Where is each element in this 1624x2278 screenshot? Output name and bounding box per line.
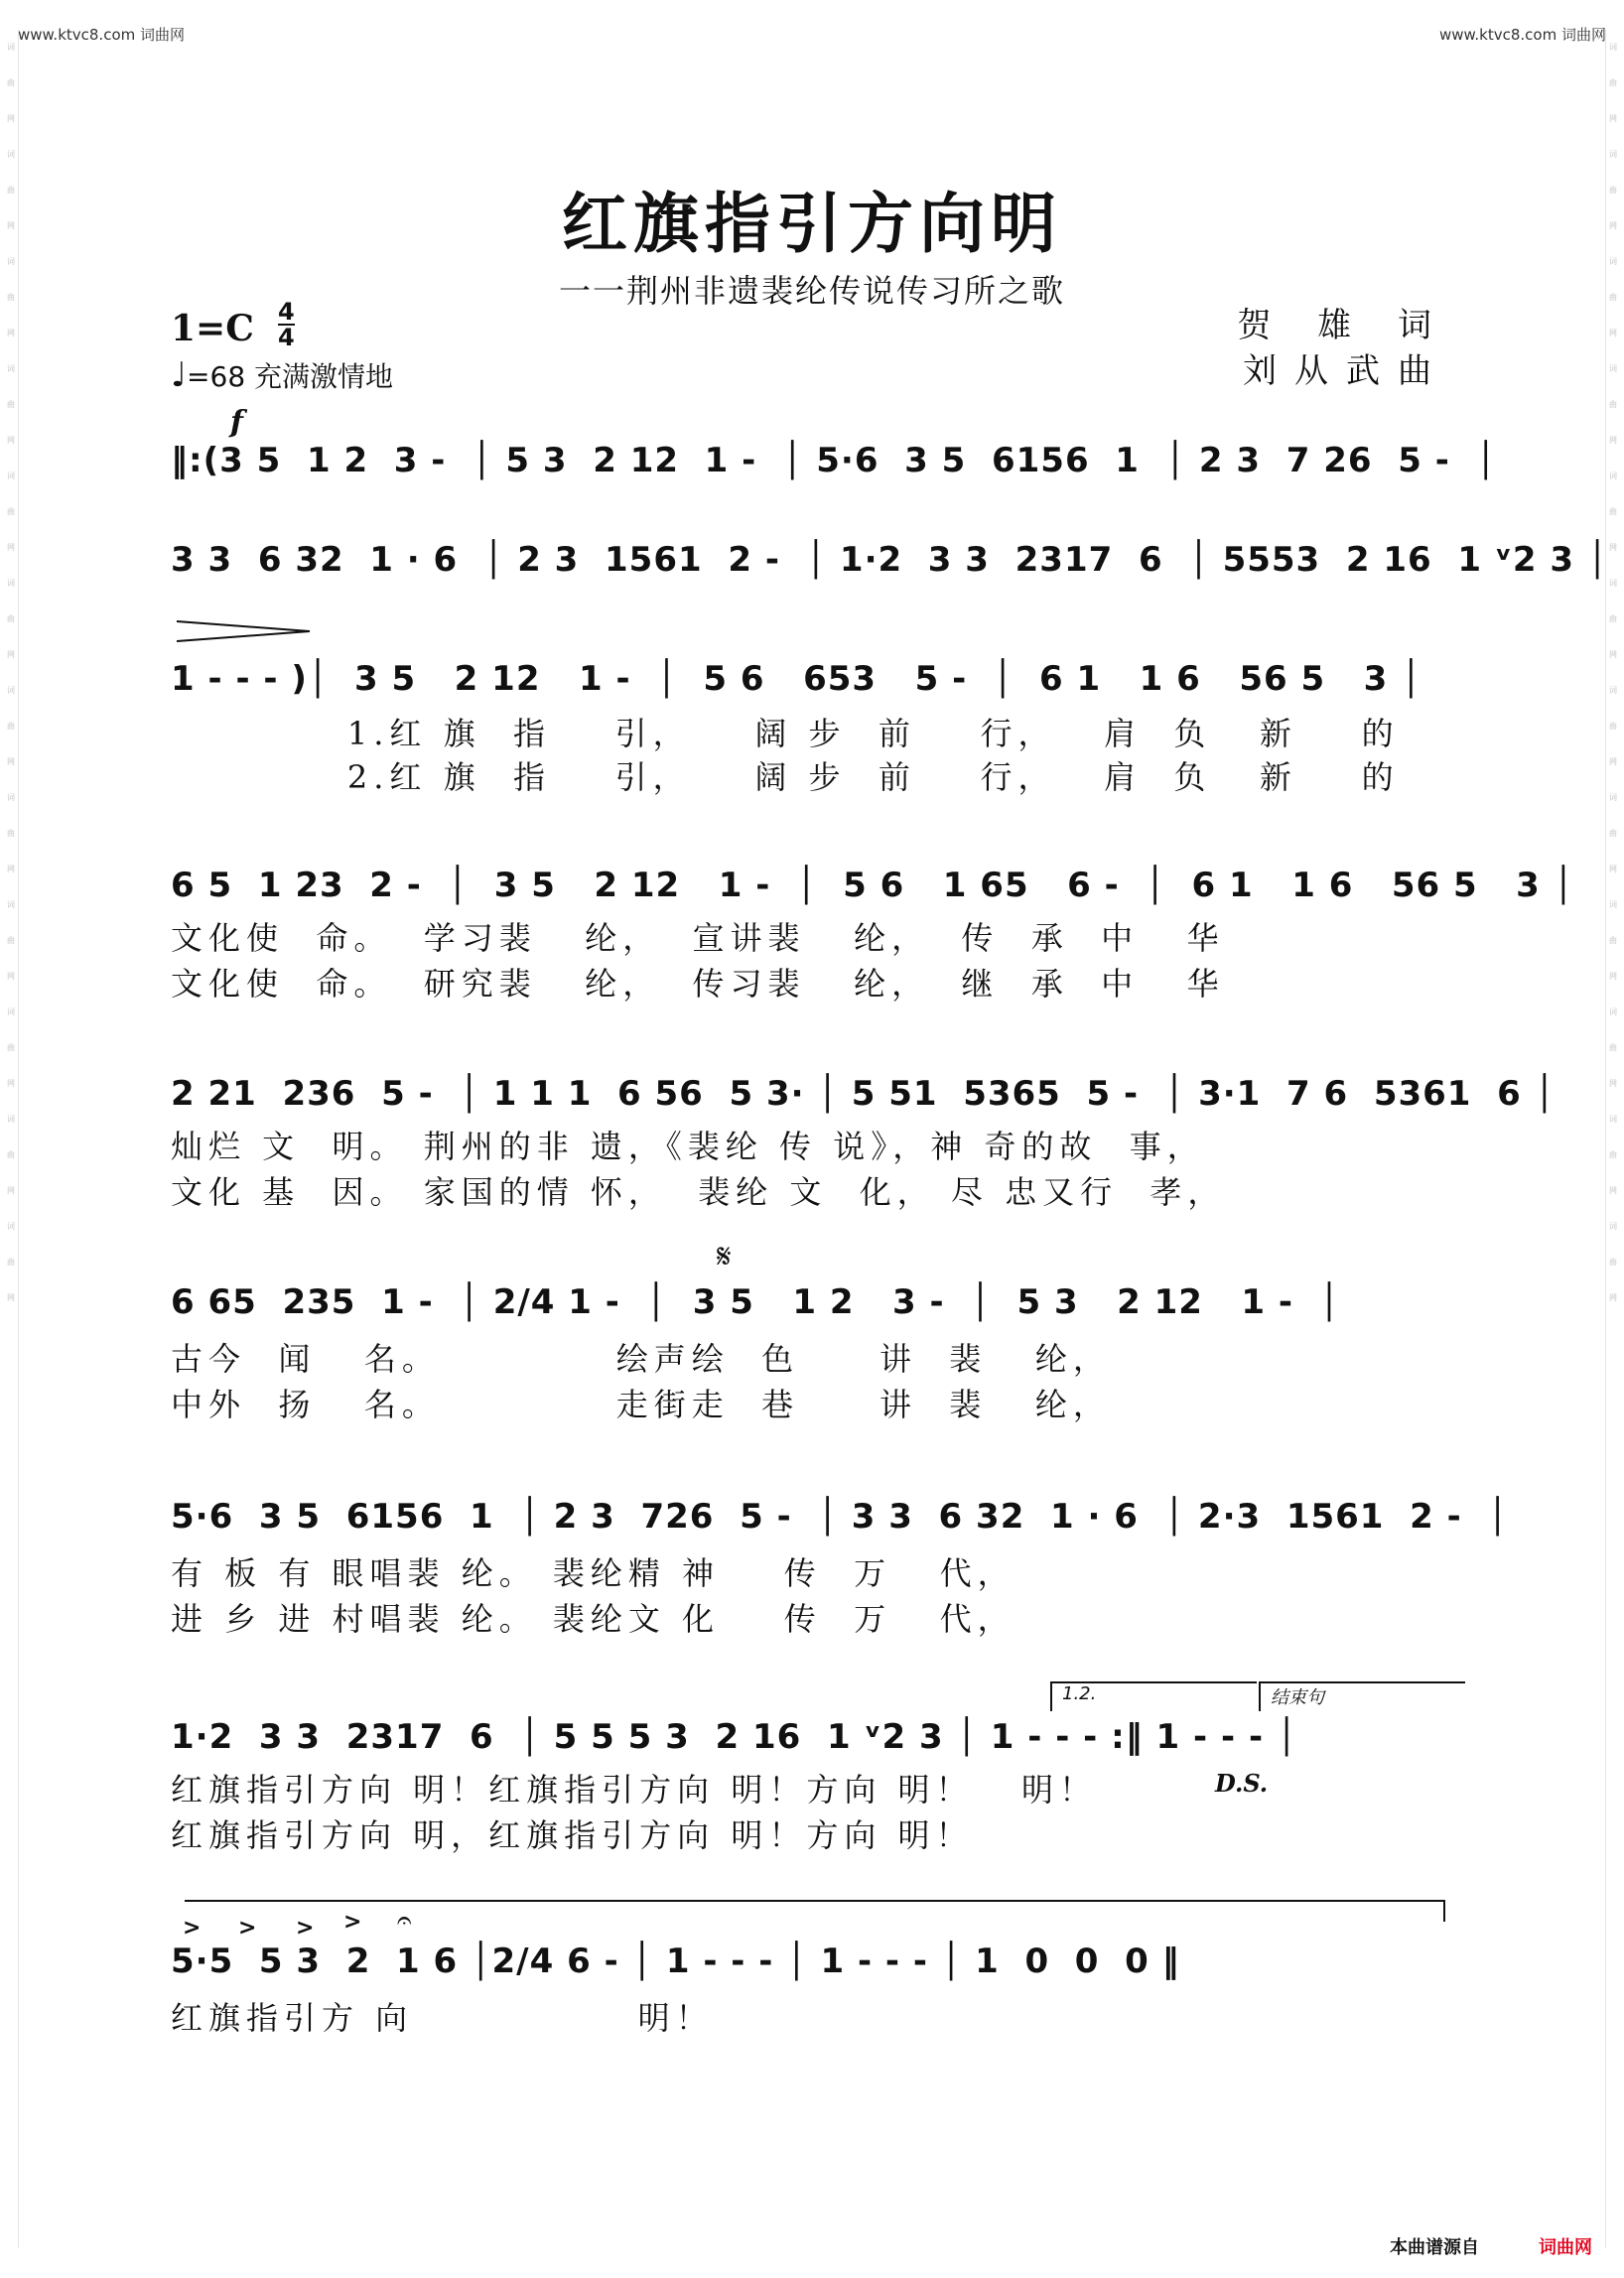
lyricist-credit: 贺 雄 词 bbox=[1237, 306, 1449, 345]
lyric-line-8b: 红旗指引方向 明，红旗指引方向 明！方向 明！ bbox=[171, 1816, 974, 1854]
accent-icon: > bbox=[183, 1916, 202, 1941]
left-watermark-strip: 词曲网 词曲网 词曲网 词曲网 词曲网 词曲网 词曲网 词曲网 词曲网 词曲网 词曲网 词曲网 bbox=[4, 30, 19, 2248]
score-line-1: ‖:(3 5 1 2 3 - │ 5 3 2 12 1 - │ 5·6 3 5 6156 1 │ 2 3 7 26 5 - │ bbox=[171, 441, 1497, 480]
lyric-line-5a: 灿烂 文 明。 荆州的非 遗，《裴纶 传 说》，神 奇的故 事， bbox=[171, 1128, 1205, 1165]
volta-ending-phrase: 结束句 bbox=[1259, 1681, 1465, 1711]
footer-source: 本曲谱源自 bbox=[1390, 2237, 1479, 2258]
lyric-line-5b: 文化 基 因。 家国的情 怀， 裴纶 文 化， 尽 忠又行 孝， bbox=[171, 1173, 1226, 1211]
volta-first-ending: 1.2. bbox=[1050, 1681, 1257, 1711]
quarter-note-icon: ♩ bbox=[171, 355, 188, 395]
lyric-line-7b: 进 乡 进 村唱裴 纶。 裴纶文 化 传 万 代， bbox=[171, 1600, 1015, 1638]
lyric-line-8a: 红旗指引方向 明！红旗指引方向 明！方向 明！ 明！ bbox=[171, 1771, 1098, 1809]
final-system-line-end bbox=[1443, 1900, 1445, 1922]
lyric-line-3a: 1.红 旗 指 引， 阔 步 前 行， 肩 负 新 的 bbox=[171, 715, 1400, 752]
time-bottom: 4 bbox=[278, 324, 295, 351]
score-line-7: 5·6 3 5 6156 1 │ 2 3 726 5 - │ 3 3 6 32 1 · 6 │ 2·3 1561 2 - │ bbox=[171, 1497, 1509, 1537]
decrescendo-hairpin bbox=[175, 619, 314, 643]
right-watermark-strip: 词曲网 词曲网 词曲网 词曲网 词曲网 词曲网 词曲网 词曲网 词曲网 词曲网 词曲网 词曲网 bbox=[1605, 30, 1620, 2248]
accent-icon: > bbox=[343, 1910, 362, 1935]
key-signature: 1=C bbox=[171, 308, 254, 349]
site-label-right: www.ktvc8.com 词曲网 bbox=[1438, 26, 1606, 44]
fermata-icon: 𝄐 bbox=[397, 1906, 412, 1936]
song-subtitle: 一一荆州非遗裴纶传说传习所之歌 bbox=[558, 272, 1065, 310]
dynamic-forte: f bbox=[230, 405, 243, 440]
lyric-line-4a: 文化使 命。 学习裴 纶， 宣讲裴 纶， 传 承 中 华 bbox=[171, 919, 1225, 957]
time-signature bbox=[278, 300, 295, 349]
dal-segno-mark: D.S. bbox=[1215, 1769, 1269, 1798]
site-label-left: www.ktvc8.com 词曲网 bbox=[18, 26, 186, 44]
accent-icon: > bbox=[296, 1916, 315, 1941]
time-top: 4 bbox=[278, 298, 295, 326]
accent-icon: > bbox=[238, 1916, 257, 1941]
lyric-line-9a: 红旗指引方 向 明！ bbox=[171, 1999, 714, 2037]
footer-brand: 词曲网 bbox=[1539, 2237, 1592, 2258]
score-line-8: 1·2 3 3 2317 6 │ 5 5 5 3 2 16 1 ᵛ2 3 │ 1 - - - :‖ 1 - - - │ bbox=[171, 1717, 1298, 1757]
lyric-line-6b: 中外 扬 名。 走街走 巷 讲 裴 纶， bbox=[171, 1386, 1111, 1423]
lyric-line-7a: 有 板 有 眼唱裴 纶。 裴纶精 神 传 万 代， bbox=[171, 1554, 1015, 1592]
song-title: 红旗指引方向明 bbox=[562, 186, 1062, 262]
score-line-9: 5·5 5 3 2 1 6 │2/4 6 - │ 1 - - - │ 1 - - - │ 1 0 0 0 ‖ bbox=[171, 1942, 1180, 1981]
tempo-value: =68 bbox=[187, 360, 246, 393]
lyric-line-4b: 文化使 命。 研究裴 纶， 传习裴 纶， 继 承 中 华 bbox=[171, 965, 1225, 1003]
score-line-6: 6 65 235 1 - │ 2/4 1 - │ 3 5 1 2 3 - │ 5 3 2 12 1 - │ bbox=[171, 1282, 1341, 1322]
composer-credit: 刘从武曲 bbox=[1243, 351, 1449, 391]
lyric-line-3b: 2.红 旗 指 引， 阔 步 前 行， 肩 负 新 的 bbox=[171, 758, 1400, 796]
score-line-3: 1 - - - )│ 3 5 2 12 1 - │ 5 6 653 5 - │ 6 1 1 6 56 5 3 │ bbox=[171, 659, 1422, 699]
segno-icon: 𝄋 bbox=[717, 1237, 732, 1276]
score-line-5: 2 21 236 5 - │ 1 1 1 6 56 5 3· │ 5 51 5365 5 - │ 3·1 7 6 5361 6 │ bbox=[171, 1074, 1556, 1114]
score-line-2: 3 3 6 32 1 · 6 │ 2 3 1561 2 - │ 1·2 3 3 2317 6 │ 5553 2 16 1 ᵛ2 3 │ bbox=[171, 540, 1609, 580]
tempo-marking bbox=[171, 355, 393, 395]
expression-text: 充满激情地 bbox=[254, 360, 394, 393]
score-line-4: 6 5 1 23 2 - │ 3 5 2 12 1 - │ 5 6 1 65 6 - │ 6 1 1 6 56 5 3 │ bbox=[171, 866, 1575, 905]
lyric-line-6a: 古今 闻 名。 绘声绘 色 讲 裴 纶， bbox=[171, 1340, 1111, 1378]
final-system-line bbox=[185, 1900, 1445, 1902]
